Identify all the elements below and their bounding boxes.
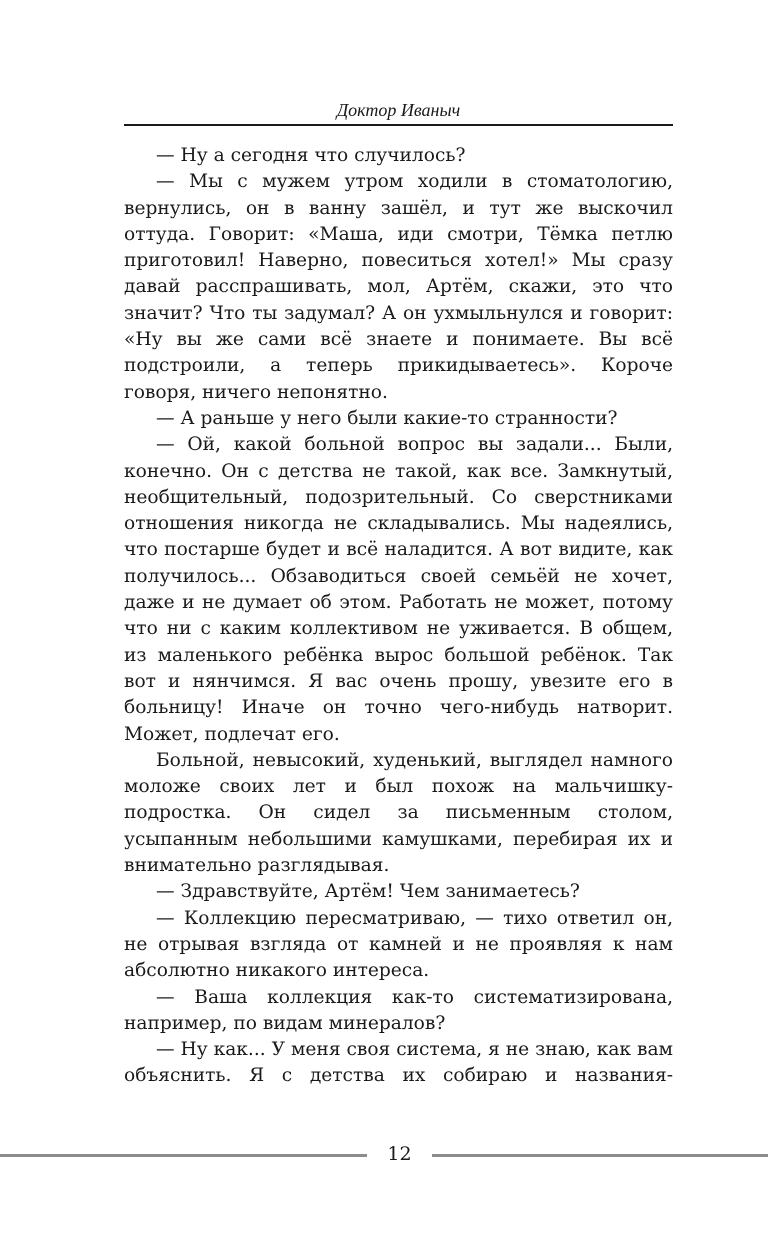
paragraph: Больной, невысокий, худенький, выглядел намного моложе своих лет и был похож на мальчишку-подростка. Он сидел за письменным столом, усыпанным небольшими камушками, перебирая их и внимательно разглядывая.	[124, 749, 673, 877]
paragraph: — А раньше у него были какие-то странности?	[156, 407, 618, 429]
paragraph: — Здравствуйте, Артём! Чем занимаетесь?	[156, 881, 580, 903]
paragraph: — Ну как... У меня своя система, я не знаю, как вам объяснить. Я с детства их собираю и названия-	[124, 1039, 673, 1087]
page-number: 12	[387, 1143, 412, 1165]
running-head: Доктор Иваныч	[336, 100, 461, 120]
header-rule	[124, 124, 673, 126]
page-footer	[0, 1141, 768, 1167]
paragraph: — Ну а сегодня что случилось?	[156, 145, 466, 166]
body-text	[124, 143, 673, 1090]
paragraph: — Мы с мужем утром ходили в стоматологию, вернулись, он в ванну зашёл, и тут же выскочил оттуда. Говорит: «Маша, иди смотри, Тёмка петлю приготовил! Наверно, повеситься хотел!» Мы сразу давай расспрашивать, мол, Артём, скажи, это что значит? Что ты задумал? А он ухмыльнулся и говорит: «Ну вы же сами всё знаете и понимаете. Вы всё подстроили, а теперь прикидываетесь». Короче говоря, ничего непонятно.	[124, 171, 673, 403]
paragraph: — Ой, какой больной вопрос вы задали... Были, конечно. Он с детства не такой, как все. Замкнутый, необщительный, подозрительный. Со сверстниками отношения никогда не складывались. Мы надеялись, что постарше будет и всё наладится. А вот видите, как получилось... Обзаводиться своей семьёй не хочет, даже и не думает об этом. Работать не может, потому что ни с каким коллективом не уживается. В общем, из маленького ребёнка вырос большой ребёнок. Так вот и нянчимся. Я вас очень прошу, увезите его в больницу! Иначе он точно чего-нибудь натворит. Может, подлечат его.	[124, 434, 673, 745]
footer-rule-left	[0, 1154, 367, 1157]
footer-rule-right	[432, 1154, 768, 1157]
paragraph: — Коллекцию пересматриваю, — тихо ответил он, не отрывая взгляда от камней и не проявляя к нам абсолютно никакого интереса.	[124, 907, 673, 982]
paragraph: — Ваша коллекция как-то систематизирована, например, по видам минералов?	[124, 986, 673, 1034]
